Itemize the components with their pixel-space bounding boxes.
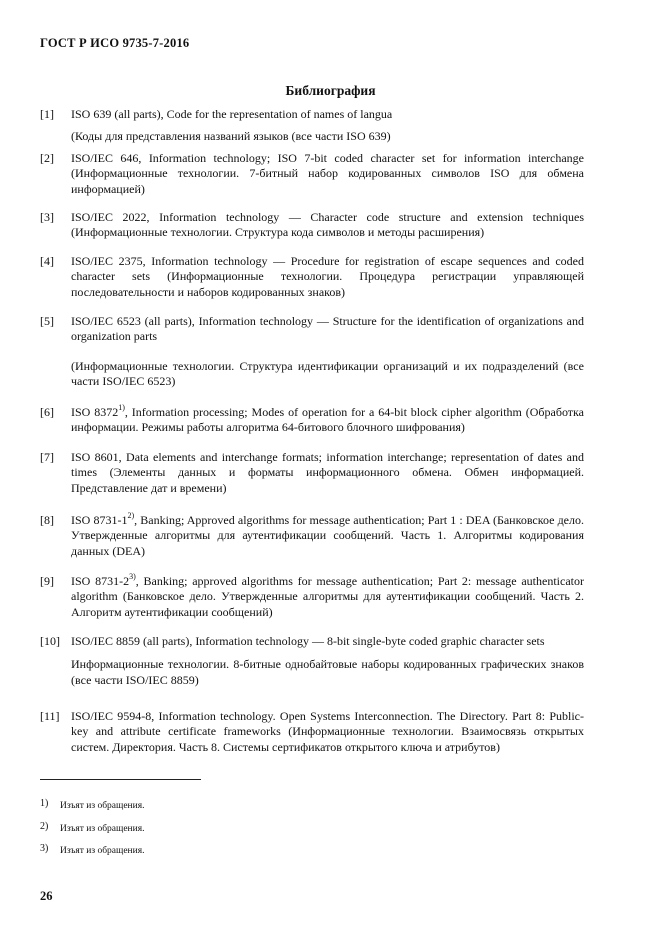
entry-number: [9] xyxy=(40,574,54,588)
entry-standard: ISO 8731-1 xyxy=(71,513,128,527)
footnote-1 xyxy=(40,798,144,811)
entry-text xyxy=(71,513,584,559)
bibliography-entry-4 xyxy=(40,254,584,300)
entry-text xyxy=(71,574,584,620)
entry-text: ISO 8601, Data elements and interchange formats; information interchange; representation of dates and times (Элементы данных и форматы информационного обмена. Обмен информацией. Представление дат и времени) xyxy=(71,450,584,495)
entry-number: [6] xyxy=(40,405,54,419)
footnote-reference: 2) xyxy=(127,511,135,520)
page-number: 26 xyxy=(40,889,53,903)
entry-title: , Banking; approved algorithms for message authentication; Part 2: message authenticator algorithm (Банковское дело. Утвержденные алгоритмы для аутентификации сообщений. Часть 2. Алгоритм аутентификации сообщений) xyxy=(71,574,584,619)
entry-standard: ISO 8731-2 xyxy=(71,574,130,588)
entry-number: [3] xyxy=(40,210,54,224)
entry-number: [11] xyxy=(40,709,60,723)
entry-number: [7] xyxy=(40,450,54,464)
footnote-mark: 3) xyxy=(40,843,49,854)
bibliography-entry-6 xyxy=(40,405,584,436)
document-header: ГОСТ Р ИСО 9735-7-2016 xyxy=(40,36,190,50)
bibliography-entry-1 xyxy=(40,107,584,145)
entry-text: ISO/IEC 8859 (all parts), Information technology — 8-bit single-byte coded graphic character sets xyxy=(71,634,545,648)
footnote-separator xyxy=(40,779,201,780)
entry-translation: Информационные технологии. 8-битные однобайтовые наборы кодированных графических знаков (все части ISO/IEC 8859) xyxy=(71,657,584,687)
entry-translation: (Информационные технологии. Структура идентификации организаций и их подразделений (все части ISO/IEC 6523) xyxy=(71,358,584,388)
footnote-text: Изъят из обращения. xyxy=(60,824,145,834)
entry-text: ISO/IEC 2375, Information technology — Procedure for registration of escape sequences and coded character sets (Информационные технологии. Процедура регистрации управляющей последовательности и наборов кодированных знаков) xyxy=(71,254,584,299)
entry-number: [2] xyxy=(40,151,54,165)
entry-text: ISO/IEC 2022, Information technology — Character code structure and extension techniques (Информационные технологии. Структура кода символов и методы расширения) xyxy=(71,210,584,240)
entry-title: , Banking; Approved algorithms for message authentication; Part 1 : DEA (Банковское дело. Утвержденные алгоритмы для аутентификации сообщений. Часть 1. Алгоритмы кодирования данных (DEA) xyxy=(71,513,584,558)
footnote-3 xyxy=(40,843,144,856)
bibliography-entry-5 xyxy=(40,314,584,389)
footnote-text: Изъят из обращения. xyxy=(60,846,145,856)
entry-text: ISO/IEC 9594-8, Information technology. Open Systems Interconnection. The Directory. Part 8: Public-key and attribute certificate frameworks (Информационные технологии. Взаимосвязь открытых систем. Директория. Часть 8. Системы сертификатов открытого ключа и атрибутов) xyxy=(71,709,584,754)
footnote-reference: 1) xyxy=(118,403,125,412)
footnote-reference: 3) xyxy=(129,572,136,581)
footnote-mark: 1) xyxy=(40,798,49,809)
entry-translation: (Коды для представления названий языков (все части ISO 639) xyxy=(71,129,391,144)
bibliography-entry-10 xyxy=(40,634,584,688)
footnote-text: Изъят из обращения. xyxy=(60,801,145,811)
page-title: Библиография xyxy=(285,83,376,98)
entry-text: ISO 639 (all parts), Code for the representation of names of langua xyxy=(71,107,393,121)
bibliography-entry-8 xyxy=(40,513,584,559)
bibliography-entry-11 xyxy=(40,709,584,755)
footnote-2 xyxy=(40,821,144,834)
entry-number: [5] xyxy=(40,314,54,328)
entry-standard: ISO 8372 xyxy=(71,405,119,419)
bibliography-entry-3 xyxy=(40,210,584,241)
entry-number: [8] xyxy=(40,513,54,527)
footnote-mark: 2) xyxy=(40,821,49,832)
entry-number: [1] xyxy=(40,107,54,121)
bibliography-entry-7 xyxy=(40,450,584,496)
bibliography-entry-2 xyxy=(40,151,584,197)
entry-text xyxy=(71,405,584,436)
bibliography-entry-9 xyxy=(40,574,584,620)
entry-number: [4] xyxy=(40,254,54,268)
entry-text: ISO/IEC 6523 (all parts), Information technology — Structure for the identification of organizations and organization parts xyxy=(71,314,584,344)
entry-title: , Information processing; Modes of operation for a 64-bit block cipher algorithm (Обработка информации. Режимы работы алгоритма 64-битового блочного шифрования) xyxy=(71,405,585,435)
entry-number: [10] xyxy=(40,634,60,648)
entry-text: ISO/IEC 646, Information technology; ISO 7-bit coded character set for information interchange (Информационные технологии. 7-битный набор кодированных символов ISO для обмена информацией) xyxy=(71,151,584,196)
